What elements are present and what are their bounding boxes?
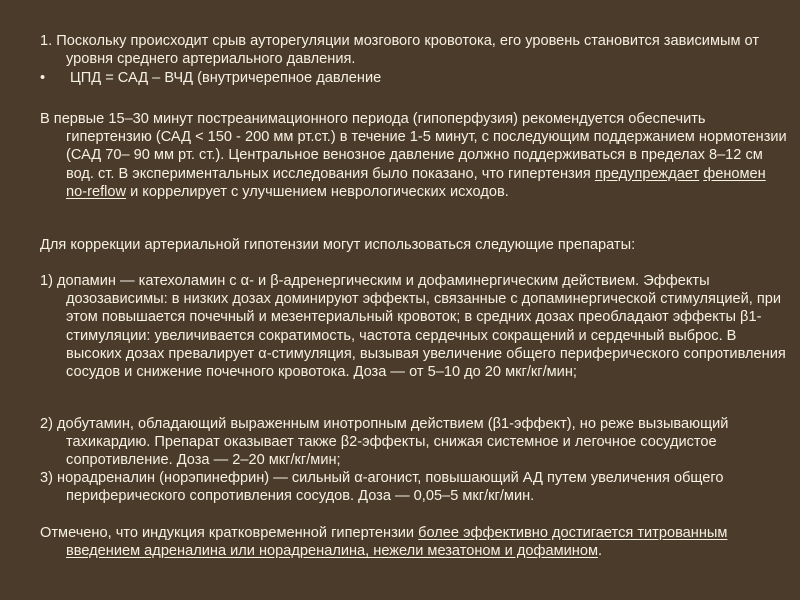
paragraph-dopamine — [40, 272, 788, 381]
underlined-no-reflow: феномен no-reflow — [66, 165, 766, 200]
underlined-conclusion: более эффективно достигается титрованным введением адреналина или норадреналина, нежели мезатоном и дофамином — [66, 525, 728, 560]
paragraph-dopamine-text: 1) допамин — катехоламин с α- и β-адренергическим и дофаминергическим действием. Эффекты дозозависимы: в низких дозах доминируют эффекты, связанные с допаминергической стимуляцией, при этом повышается почечный и мезентериальный кровоток; в средних дозах преобладают эффекты β1-стимуляции: увеличивается сократимость, частота сердечных сокращений и сердечный выброс. В высоких дозах превалирует α-стимуляция, вызывая увеличение общего периферического сопротивления сосудов и снижение почечного кровотока. Доза — от 5–10 до 20 мкг/кг/мин; — [40, 273, 786, 381]
paragraph-1-text: 1. Поскольку происходит срыв ауторегуляции мозгового кровотока, его уровень становится зависимым от уровня среднего артериального давления. — [40, 33, 760, 68]
paragraph-dobutamine — [40, 415, 788, 470]
paragraph-1 — [40, 32, 788, 68]
paragraph-conclusion — [40, 524, 788, 560]
paragraph-3-text: Для коррекции артериальной гипотензии могут использоваться следующие препараты: — [40, 237, 636, 253]
bullet-text: ЦПД = САД – ВЧД (внутричерепное давление — [70, 70, 382, 86]
bullet-symbol: • — [40, 70, 46, 86]
underlined-prevents: предупреждает — [594, 165, 700, 182]
paragraph-2 — [40, 110, 788, 201]
paragraph-2-text-c: и коррелирует с улучшением неврологических исходов. — [126, 183, 509, 200]
paragraph-conclusion-text-a: Отмечено, что индукция кратковременной гипертензии — [40, 525, 419, 541]
paragraph-noradrenaline-text: 3) норадреналин (норэпинефрин) — сильный α-агонист, повышающий АД путем увеличения общего периферического сопротивления сосудов. Доза — 0,05–5 мкг/кг/мин. — [40, 470, 724, 505]
paragraph-conclusion-text-b: . — [597, 543, 603, 560]
paragraph-dobutamine-text: 2) добутамин, обладающий выраженным инотропным действием (β1-эффект), но реже вызывающий тахикардию. Препарат оказывает также β2-эффекты, снижая системное и легочное сосудистое сопротивление. Доза — 2–20 мкг/кг/мин; — [40, 416, 729, 469]
paragraph-3 — [40, 236, 788, 254]
paragraph-2-text-a: В первые 15–30 минут постреанимационного периода (гипоперфузия) рекомендуется обеспечить гипертензию (САД < 150 - 200 мм рт.ст.) в течение 1-5 минут, с последующим поддержанием нормотензии (САД 70– 90 мм рт. ст.). Центральное венозное давление должно поддерживаться в пределах 8–12 см вод. ст. В экспериментальных исследования было показано, что гипертензия — [40, 111, 787, 182]
paragraph-noradrenaline — [40, 469, 788, 505]
bullet-item — [40, 69, 792, 87]
